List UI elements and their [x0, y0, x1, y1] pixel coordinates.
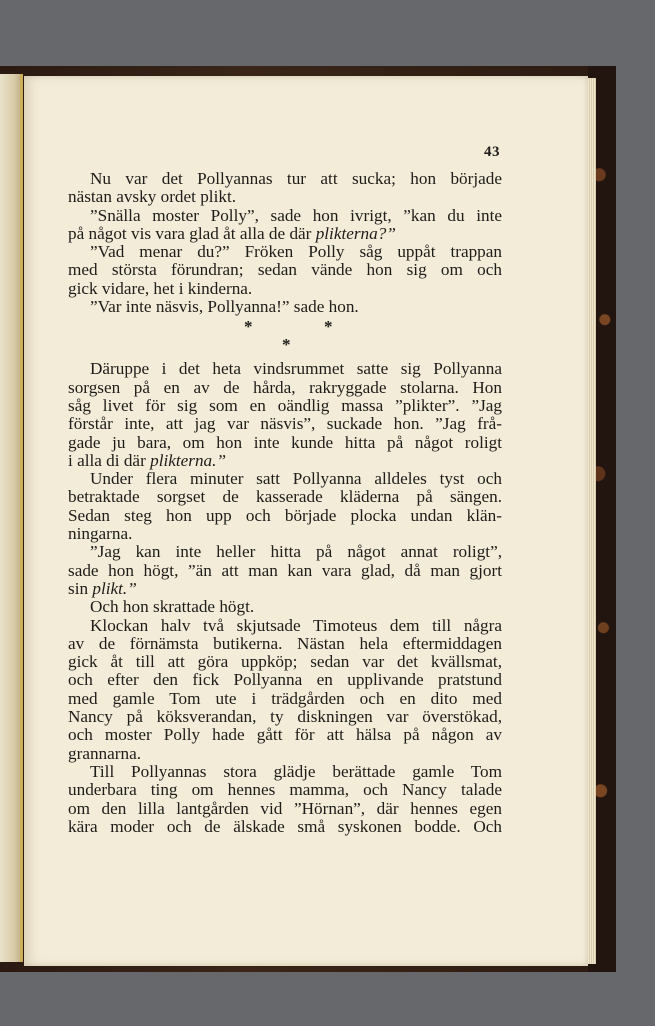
text-run: ”Jag kan inte heller hitta på något annat roligt”, [90, 542, 502, 562]
body-text [68, 170, 502, 836]
text-run: sade hon högt, ”än att man kan vara glad, då man gjort [68, 560, 502, 580]
text-line [68, 525, 502, 543]
text-run: om den lilla lantgården vid ”Hörnan”, där hennes egen [68, 798, 502, 818]
text-line [68, 415, 502, 433]
italic-run: plikt.” [92, 578, 137, 598]
text-run: ”Var inte näsvis, Pollyanna!” sade hon. [90, 297, 359, 317]
text-line [68, 434, 502, 452]
text-line [68, 280, 502, 298]
text-run: på något vis vara glad åt alla de där [68, 223, 316, 243]
page-number: 43 [484, 144, 500, 160]
text-run: förstår inte, att jag var näsvis”, suckade hon. ”Jag frå- [68, 414, 502, 434]
text-line [68, 360, 502, 378]
text-line [68, 562, 502, 580]
text-run: och efter den fick Pollyanna en upplivande pratstund [68, 670, 502, 690]
text-line [68, 543, 502, 561]
text-run: Nancy på köksverandan, ty diskningen var överstökad, [68, 707, 502, 727]
text-run: Och hon skrattade högt. [90, 597, 255, 617]
text-run: med största förundran; sedan vände hon sig om och [68, 260, 502, 280]
text-line [68, 488, 502, 506]
text-line [68, 452, 502, 470]
text-line [68, 580, 502, 598]
text-run: grannarna. [68, 743, 142, 763]
italic-run: plikterna?” [315, 223, 396, 243]
separator-asterisk: * [244, 317, 253, 337]
text-run: i alla di där [68, 450, 151, 470]
text-run: med gamle Tom ute i trädgården och en dito med [68, 688, 502, 708]
text-run: och moster Polly hade gått för att hälsa på någon av [68, 725, 502, 745]
text-line [68, 225, 502, 243]
text-run: Till Pollyannas stora glädje berättade gamle Tom [90, 761, 502, 781]
text-run: gade ju bara, om hon inte kunde hitta på något roligt [68, 432, 502, 452]
text-line [68, 763, 502, 781]
separator-asterisk: * [324, 317, 333, 337]
text-line [68, 261, 502, 279]
text-line [68, 170, 502, 188]
text-run: Under flera minuter satt Pollyanna alldeles tyst och [90, 469, 502, 489]
text-line [68, 379, 502, 397]
text-run: Sedan steg hon upp och började plocka undan klän- [68, 505, 502, 525]
text-line [68, 818, 502, 836]
text-line [68, 207, 502, 225]
text-line [68, 800, 502, 818]
left-page-edge [0, 74, 23, 962]
text-run: underbara ting om hennes mamma, och Nancy talade [68, 780, 502, 800]
text-line [68, 726, 502, 744]
text-line [68, 507, 502, 525]
text-line [68, 690, 502, 708]
text-run: Däruppe i det heta vindsrummet satte sig Pollyanna [90, 359, 502, 379]
text-line [68, 635, 502, 653]
text-line [68, 781, 502, 799]
text-run: nästan avsky ordet plikt. [68, 187, 237, 207]
text-run: kära moder och de älskade små syskonen bodde. Och [68, 816, 502, 836]
text-line [68, 397, 502, 415]
text-line [68, 708, 502, 726]
text-run: gick åt till att göra uppköp; sedan var det kvällsmat, [68, 652, 502, 672]
page-stack-edge [588, 78, 596, 964]
text-line [68, 653, 502, 671]
separator-asterisk: * [282, 335, 291, 355]
text-line [68, 745, 502, 763]
text-line [68, 188, 502, 206]
text-line [68, 298, 502, 316]
text-line [68, 470, 502, 488]
text-run: ”Snälla moster Polly”, sade hon ivrigt, ”kan du inte [90, 205, 502, 225]
text-run: ”Vad menar du?” Fröken Polly såg uppåt trappan [90, 242, 502, 262]
italic-run: plikterna.” [150, 450, 227, 470]
text-line [68, 617, 502, 635]
text-run: såg livet för sig som en oändlig massa ”plikter”. ”Jag [68, 395, 502, 415]
text-run: Nu var det Pollyannas tur att sucka; hon började [90, 169, 502, 188]
text-line [68, 671, 502, 689]
section-separator [68, 316, 502, 360]
text-run: sorgsen på en av de hårda, rakryggade stolarna. Hon [68, 377, 502, 397]
text-run: sin [68, 578, 93, 598]
text-line [68, 598, 502, 616]
text-run: av de förnämsta butikerna. Nästan hela eftermiddagen [68, 633, 502, 653]
text-run: gick vidare, het i kinderna. [68, 278, 253, 298]
text-run: ningarna. [68, 524, 133, 544]
text-run: Klockan halv två skjutsade Timoteus dem till några [90, 615, 502, 635]
text-line [68, 243, 502, 261]
text-run: betraktade sorgset de kasserade kläderna på sängen. [68, 487, 502, 507]
